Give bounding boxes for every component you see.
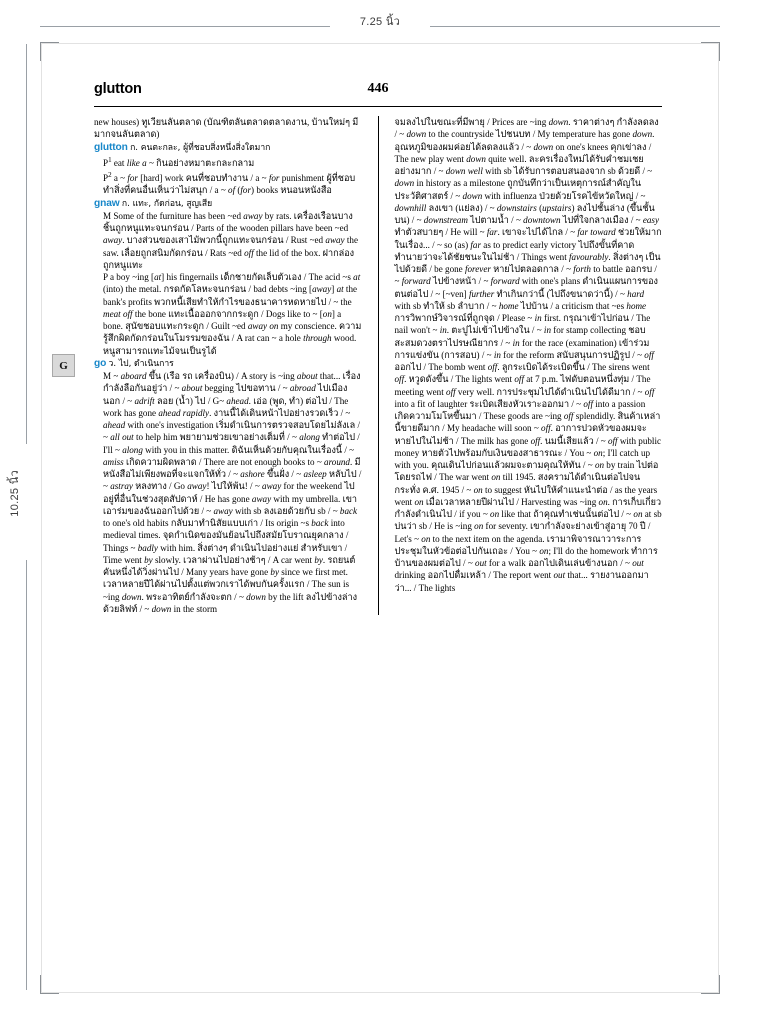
guide-tick-top-right	[430, 26, 720, 27]
paragraph-continuation: new houses) ทูเวียนลันตลาด (บัณฑิตลันตลาดตลาดงาน, บ้านใหม่ๆ มีมากจนลันตลาด)	[94, 117, 359, 140]
entry-glutton-block-1: $P^1$ eat like a ~ กินอย่างหมาตะกละกลาม	[103, 155, 255, 168]
running-head-word: glutton	[94, 81, 142, 97]
gnaw-gloss: ก. แทะ, กัดก่อน, สูญเสีย	[121, 198, 213, 209]
headword-glutton: glutton	[94, 141, 128, 153]
top-measure-label: 7.25 นิ้ว	[359, 16, 401, 28]
entry-go-head	[94, 357, 362, 370]
guide-tick-left-lower	[26, 560, 27, 990]
entry-gnaw-block-1: M Some of the furniture has been ~ed away by rats. เครื่องเรือนบางชิ้นถูกหนูแทะจนกร่อน / Parts of the wooden pillars have been ~ed away. บางส่วนของเสาไม้พวกนี้ถูกแทะจนกร่อน / Rust ~ed away the saw. เลื่อยถูกสนิมกัดกร่อน / Rats ~ed off the lid of the box. ฝากล่องถูกหนูแทะ	[103, 210, 358, 270]
glutton-gloss: ก. คนตะกละ, ผู้ที่ชอบสิ่งหนึ่งสิ่งใดมาก	[130, 142, 271, 153]
entry-glutton-head	[94, 141, 362, 154]
entry-go-continuation: จมลงไปในขณะที่มีพายุ / Prices are ~ing down. ราคาต่างๆ กำลังลดลง / ~ down to the countryside ไปชนบท / My temperature has gone down. อุณหภูมิของผมค่อยได้ลดลงแล้ว / ~ down on one's knees คุกเข่าลง / The new play went down quite well. ละครเรื่องใหม่ได้รับคำชมเชยอย่างมาก / ~ down well with sb ได้รับการตอบสนองจาก sb ด้วยดี / ~ down in history as a milestone ถูกบันทึกว่าเป็นเหตุการณ์สำคัญในประวัติศาสตร์ / ~ down with influenza ป่วยด้วยโรคไข้หวัดใหญ่ / ~ downhill ลงเขา (แย่ลง) / ~ downstairs (upstairs) ลงไปชั้นล่าง (ขึ้นชั้นบน) / ~ downstream ไปตามน้ำ / ~ downtown ไปที่ใจกลางเมือง / ~ easy ทำตัวสบายๆ / He will ~ far. เขาจะไปได้ไกล / ~ far toward ช่วยให้มากในเรื่อง... / ~ so (as) far as to predict early victory ไปถึงขั้นที่คาดทำนายว่าจะได้ชัยชนะในไม่ช้า / Things went favourably. สิ่งต่างๆ เป็นไปด้วยดี / be gone forever หายไปตลอดกาล / ~ forth to battle ออกรบ / ~ forward ไปข้างหน้า / ~ forward with one's plans ดำเนินแผนการของตนต่อไป / ~ [~ven] further ทำเกินกว่านี้ (ไปถึงขนาดว่านี้) / ~ hard with sb ทำให้ sb ลำบาก / ~ home ไปบ้าน / a criticism that ~es home การวิพากษ์วิจารณ์ที่ถูกจุด / Please ~ in first. กรุณาเข้าไปก่อน / The nail won't ~ in. ตะปูไม่เข้าไปข้างใน / ~ in for stamp collecting ชอบสะสมดวงตราไปรษณียากร / ~ in for the race (examination) เข้าร่วมการแข่งขัน (การสอบ) / ~ in for the reform สนับสนุนการปฏิรูป / ~ off ออกไป / The bomb went off. ลูกระเบิดได้ระเบิดขึ้น / The sirens went off. หวูดดังขึ้น / The lights went off at 7 p.m. ไฟดับตอนหนึ่งทุ่ม / The meeting went off very well. การประชุมไปได้ดำเนินไปได้ดีมาก / ~ off into a fit of laughter ระเบิดเสียงหัวเราะออกมา / ~ off into a passion เกิดความโมโหขึ้นมา / These goods are ~ing off splendidly. สินค้าเหล่านี้ขายดีมาก / My headache will soon ~ off. อาการปวดหัวของผมจะหายไปในไม่ช้า / The milk has gone off. นมนี้เสียแล้ว / ~ off with public money หายตัวไปพร้อมกับเงินของสาธารณะ / You ~ on; I'll catch up with you. คุณเดินไปก่อนแล้วผมจะตามคุณให้ทัน / ~ on by train ไปต่อโดยรถไฟ / The war went on till 1945. สงครามได้ดำเนินต่อไปจนกระทั่ง ค.ศ. 1945 / ~ on to suggest หันไปให้คำแนะนำต่อ / as the years went on เมื่อเวลาหลายปีผ่านไป / Harvesting was ~ing on. การเก็บเกี่ยวกำลังดำเนินไป / if you ~ on like that ถ้าคุณทำเช่นนั้นต่อไป / ~ on at sb บ่นว่า sb / He is ~ing on for seventy. เขากำลังจะย่างเข้าสู่อายุ 70 ปี / Let's ~ on to the next item on the agenda. เรามาพิจารณาวาระการประชุมในหัวข้อต่อไปกันเถอะ / You ~ on; I'll do the homework ทำการบ้านของผมต่อไป / ~ out for a walk ออกไปเดินเล่นข้างนอก / ~ out drinking ออกไปดื่มเหล้า / The report went out that... รายงานออกมาว่า... / The lights	[394, 117, 662, 593]
headword-go: go	[94, 357, 107, 369]
page-content-area	[94, 80, 662, 960]
go-gloss: ว. ไป, ดำเนินการ	[108, 358, 174, 369]
left-measure-label: 10.25 นิ้ว	[9, 470, 21, 517]
column-left	[94, 116, 378, 615]
column-right	[378, 116, 663, 615]
two-column-body	[94, 116, 662, 615]
guide-tick-left-upper	[26, 44, 27, 444]
page-number: 446	[367, 81, 389, 96]
thumb-index-tab: G	[52, 354, 75, 377]
entry-gnaw-head	[94, 197, 362, 210]
guide-tick-top-left	[40, 26, 330, 27]
dictionary-page	[42, 44, 718, 992]
running-head	[94, 80, 662, 107]
entry-gnaw-block-2: P a boy ~ing [at] his fingernails เด็กชายกัดเล็บตัวเอง / The acid ~s at (into) the metal. กรดกัดโลหะจนกร่อน / bad debts ~ing [away] at the bank's profits พวกหนี้เสียทำให้กำไรของธนาคารหดหายไป / ~ the meat off the bone แทะเนื้อออกจากกระดูก / Dogs like to ~ [on] a bone. สุนัขชอบแทะกระดูก / Guilt ~ed away on my conscience. ความรู้สึกผิดกัดกร่อนในโมรรมของฉัน / A rat can ~ a hole through wood. หนูสามารถแทะไม้จนเป็นรูได้	[103, 272, 362, 356]
entry-glutton-block-2: $P^2$ a ~ for [hard] work คนที่ชอบทำงาน / a ~ for punishment ผู้ที่ชอบทำสิ่งที่คนอื่นเห็นว่าไม่สนุก / a ~ of (for) books หนอนหนังสือ	[103, 171, 356, 196]
headword-gnaw: gnaw	[94, 197, 120, 209]
entry-go-block-1: M ~ aboard ขึ้น (เรือ รถ เครื่องบิน) / A story is ~ing about that... เรื่องกำลังลือกันอยู่ว่า / ~ about begging ไปขอทาน / ~ abroad ไปเมืองนอก / ~ adrift ลอย (น้ำ) ไป / G~ ahead. เอ่อ (พูด, ทำ) ต่อไป / The work has gone ahead rapidly. งานนี้ได้เดินหน้าไปอย่างรวดเร็ว / ~ ahead with one's investigation เริ่มดำเนินการตรวจสอบโดยไม่ลังเล / ~ all out to help him พยายามช่วยเขาอย่างเต็มที่ / ~ along ทำต่อไป / I'll ~ along with you in this matter. ดิฉันเห็นด้วยกับคุณในเรื่องนี้ / ~ amiss เกิดความผิดพลาด / There are not enough books to ~ around. มีหนังสือไม่เพียงพอที่จะแจกให้ทั่ว / ~ ashore ขึ้นฝั่ง / ~ asleep หลับไป / ~ astray หลงทาง / Go away! ไปให้พ้น! / ~ away for the weekend ไปอยู่ที่อื่นในช่วงสุดสัปดาห์ / He has gone away with my umbrella. เขาเอาร่มของฉันออกไปด้วย / ~ away with sb ลงเอยด้วยกับ sb / ~ back to one's old habits กลับมาทำนิสัยแบบเก่า / Its origin ~s back into medieval times. จุดกำเนิดของมันย้อนไปถึงสมัยโบราณยุคกลาง / Things ~ badly with him. สิ่งต่างๆ ดำเนินไปอย่างแย่ สำหรับเขา / Time went by slowly. เวลาผ่านไปอย่างช้าๆ / A car went by. รถยนต์คันหนึ่งได้วิ่งผ่านไป / Many years have gone by since we first met. เวลาหลายปีได้ผ่านไปตั้งแต่พวกเราได้พบกันครั้งแรก / The sun is ~ing down. พระอาทิตย์กำลังจะตก / ~ down by the lift ลงไปข้างล่างด้วยลิฟท์ / ~ down in the storm	[103, 371, 362, 614]
